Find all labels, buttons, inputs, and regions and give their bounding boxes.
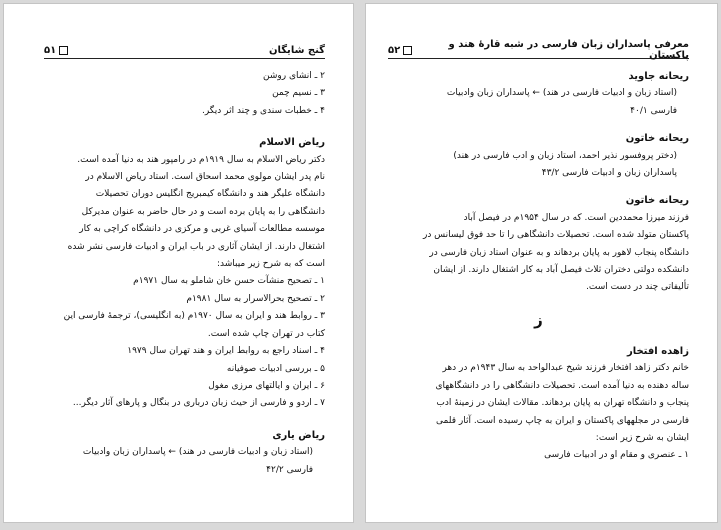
left-page-header <box>44 42 325 59</box>
left-page-header-title: گنج شایگان <box>268 44 325 56</box>
paragraph-line: پاسداران زبان و ادبیات فارسی ۴۳/۲ <box>541 168 677 179</box>
paragraph-line: موسسه مطالعات آسیای غربی و مرکزی در دانشگاه کراچی به کار <box>79 224 325 235</box>
square-bullet-icon <box>403 46 412 55</box>
list-item: ۲ ـ تصحیح بحرالاسرار به سال ۱۹۸۱م <box>186 293 325 304</box>
paragraph-line: دانشگاه پنجاب لاهور به پایان بردهاند و به عنوان استاد زبان فارسی در <box>429 247 689 258</box>
right-page-number-group <box>388 45 412 56</box>
paragraph-line: فرزند میرزا محمددین است. که در سال ۱۹۵۴م در فیصل آباد <box>463 212 689 223</box>
paragraph-line: پاکستان متولد شده است. تحصیلات دانشگاهی را تا حد فوق لیسانس در <box>422 230 689 241</box>
right-page-header-title: معرفی پاسداران زبان فارسی در شبه قارهٔ هند و پاکستان <box>448 39 689 61</box>
entry-heading: زاهده افتخار <box>626 345 689 357</box>
entry-heading: ریحانه خاتون <box>625 133 689 145</box>
left-page-number-group <box>44 45 68 56</box>
list-item: ۵ ـ بررسی ادبیات صوفیانه <box>226 363 325 374</box>
paragraph-line: دانشکده دولتی دختران ثلاث فیصل آباد به کار اشتغال دارند. از ایشان <box>433 265 689 276</box>
entry-heading: ریاض الاسلام <box>259 137 325 149</box>
right-page-content <box>388 68 689 465</box>
list-item: ۳ ـ نسیم چمن <box>272 88 325 99</box>
paragraph-line: فارسی در مجلههای پاکستان و ایران به چاپ رسیده است. آثار قلمی <box>436 415 689 426</box>
list-item: ۳ ـ روابط هند و ایران به سال ۱۹۷۰م (به انگلیسی)، ترجمهٔ فارسی این <box>63 311 325 322</box>
entry-heading: ریحانه خاتون <box>625 195 689 207</box>
left-page-content <box>44 68 325 479</box>
list-item: ۴ ـ خطبات سندی و چند اثر دیگر. <box>201 105 325 116</box>
paragraph-line: دانشگاه علیگر هند و دانشگاه کیمبریج انگلیس دوران تحصیلات <box>95 189 325 200</box>
paragraph-line: ساله دهنده به دنیا آمده است. تحصیلات دانشگاهی را در دانشگاههای <box>435 380 689 391</box>
paragraph-line: نام پدر ایشان مولوی محمد اسحاق است. استاد ریاض الاسلام در <box>85 172 325 183</box>
right-page-number: ۵۲ <box>388 44 401 56</box>
list-item: ۲ ـ انشای روشن <box>263 71 325 81</box>
paragraph-line: (استاد زبان و ادبیات فارسی در هند) ← پاسداران زبان وادبیات <box>82 447 313 458</box>
paragraph-line: تألیفاتی چند در دست است. <box>586 282 689 293</box>
list-item: ۴ ـ اسناد راجع به روابط ایران و هند تهران سال ۱۹۷۹ <box>127 346 325 357</box>
right-page <box>366 4 717 522</box>
list-item: ۷ ـ اردو و فارسی از حیث زبان درباری در بنگال و پارهای آثار دیگر... <box>72 398 325 409</box>
left-page-number: ۵۱ <box>44 44 57 56</box>
paragraph-line: پنجاب و دانشگاه تهران به پایان بردهاند. مقالات ایشان در زمینهٔ ادب <box>436 398 689 409</box>
entry-heading: ریحانه جاوید <box>628 71 689 82</box>
paragraph-line: اشتغال دارند. از ایشان آثاری در باب ایران و ادبیات فارسی نشر شده <box>67 241 325 252</box>
paragraph-line: دانشگاهی را به پایان برده است و در حال حاضر به عنوان مدیرکل <box>81 206 325 217</box>
left-page <box>4 4 353 522</box>
paragraph-line: است که به شرح زیر میباشد: <box>216 259 325 270</box>
paragraph-line: خانم دکتر زاهد افتخار فرزند شیخ عبدالواحد به سال ۱۹۴۳م در دهر <box>442 363 689 374</box>
paragraph-line: دکتر ریاض الاسلام به سال ۱۹۱۹م در رامپور هند به دنیا آمده است. <box>77 154 325 165</box>
paragraph-line: فارسی ۴۲/۲ <box>266 464 313 475</box>
paragraph-line: (دختر پروفسور نذیر احمد، استاد زبان و ادب فارسی در هند) <box>453 150 677 161</box>
square-bullet-icon <box>59 46 68 55</box>
list-item: ۱ ـ عنصری و مقام او در ادبیات فارسی <box>544 450 689 461</box>
paragraph-line: فارسی ۴۰/۱ <box>630 105 677 116</box>
entry-heading: ریاض یاری <box>272 429 325 441</box>
list-item: ۶ ـ ایران و ایالتهای مرزی مغول <box>208 380 325 391</box>
list-item-continuation: کتاب در تهران چاپ شده است. <box>207 328 325 339</box>
right-page-header <box>388 39 689 61</box>
paragraph-line: (استاد زبان و ادبیات فارسی در هند) ← پاسداران زبان وادبیات <box>446 88 677 99</box>
paragraph-line: ایشان به شرح زیر است: <box>595 432 689 443</box>
list-item: ۱ ـ تصحیح منشآت حسن خان شاملو به سال ۱۹۷۱م <box>133 276 325 287</box>
section-letter: ز <box>534 310 543 329</box>
